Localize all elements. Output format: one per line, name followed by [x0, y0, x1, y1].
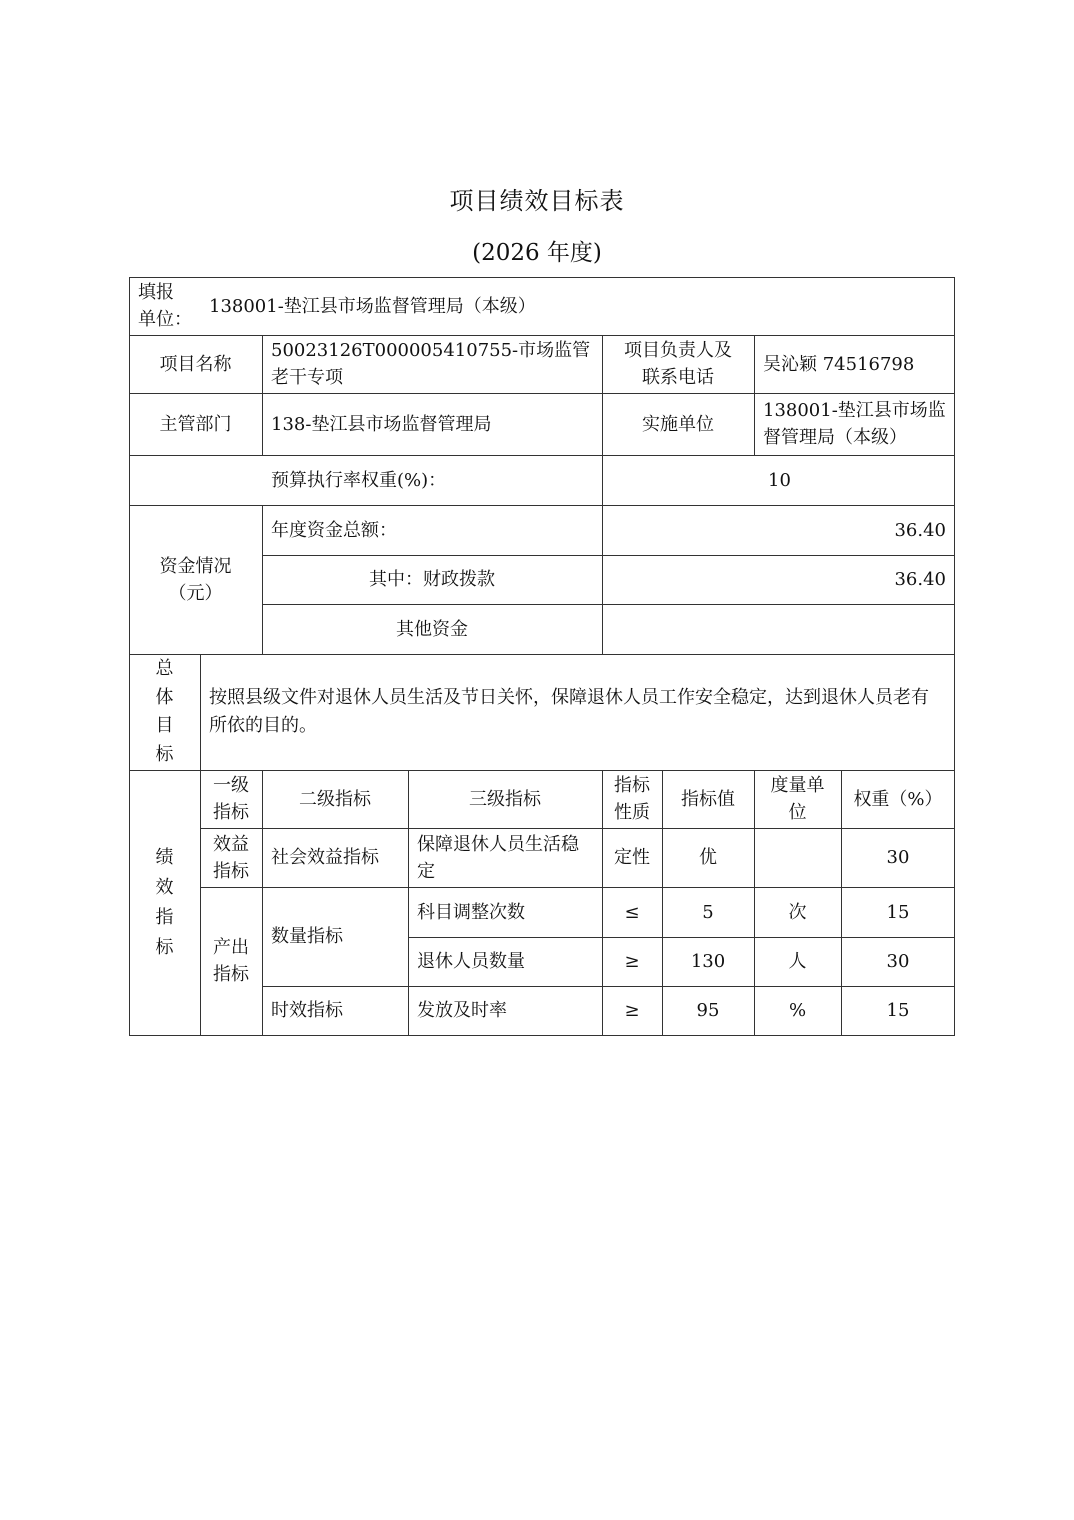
- indicator-name: 发放及时率: [417, 1000, 507, 1021]
- indicators-label: 绩 效 指 标: [155, 846, 174, 958]
- funds-label: 资金情况 （元）: [159, 555, 232, 604]
- funds-fiscal-label: 其中：财政拨款: [369, 569, 495, 590]
- indicator-unit: %: [788, 1000, 807, 1021]
- header-value: 指标值: [681, 788, 735, 810]
- indicator-name: 保障退休人员生活稳定: [417, 833, 579, 882]
- indicator-unit: [754, 828, 841, 887]
- indicator-name: 科目调整次数: [417, 901, 525, 923]
- performance-table: [129, 277, 955, 1036]
- funds-other-value: [602, 604, 955, 654]
- indicator-value: 95: [696, 1000, 720, 1021]
- dept-value: 138-垫江县市场监督管理局: [271, 413, 492, 435]
- header-weight: 权重（%）: [853, 788, 943, 810]
- project-owner-label: 项目负责人及联系电话: [624, 340, 732, 388]
- funds-total-label: 年度资金总额：: [271, 519, 397, 541]
- header-nature: 指标 性质: [614, 775, 650, 823]
- header-unit: 度量单 位: [770, 775, 825, 823]
- dept-label: 主管部门: [159, 413, 232, 435]
- page-subtitle: (2026 年度): [472, 240, 602, 266]
- header-level1: 一级 指标: [213, 775, 249, 823]
- indicator-value: 130: [690, 951, 726, 972]
- indicator-unit: 人: [788, 951, 807, 972]
- impl-label: 实施单位: [642, 413, 714, 435]
- indicator-weight: 15: [886, 1000, 910, 1021]
- goal-text: 按照县级文件对退休人员生活及节日关怀，保障退休人员工作安全稳定，达到退休人员老有所依的目的。: [209, 687, 929, 736]
- indicator-name: 退休人员数量: [417, 951, 525, 972]
- project-name-label: 项目名称: [159, 353, 232, 375]
- indicator-weight: 30: [886, 847, 910, 868]
- indicator-unit: 次: [788, 901, 807, 923]
- budget-rate-value: 10: [768, 469, 791, 491]
- indicator-nature: 定性: [614, 847, 650, 868]
- subgroup-quantity: 数量指标: [271, 926, 343, 947]
- impl-value: 138001-垫江县市场监督管理局（本级）: [763, 400, 946, 448]
- subgroup-social: 社会效益指标: [271, 847, 379, 868]
- project-name-value: 50023126T000005410755-市场监管老干专项: [271, 340, 591, 388]
- indicator-nature: ≥: [624, 1000, 640, 1021]
- funds-fiscal-value: 36.40: [894, 569, 946, 590]
- grid-line: [129, 1035, 955, 1036]
- header-level2: 二级指标: [299, 788, 371, 810]
- indicator-weight: 15: [886, 901, 910, 923]
- header-level3: 三级指标: [469, 788, 541, 810]
- budget-rate-label: 预算执行率权重(%)：: [271, 469, 447, 491]
- group-benefit: 效益 指标: [213, 833, 249, 882]
- indicator-value: 优: [699, 847, 717, 868]
- indicator-weight: 30: [886, 951, 910, 972]
- indicator-nature: ≤: [624, 901, 640, 923]
- subgroup-timeliness: 时效指标: [271, 1000, 343, 1021]
- indicator-value: 5: [702, 901, 714, 923]
- group-output: 产出 指标: [213, 937, 249, 985]
- funds-total-value: 36.40: [894, 519, 946, 541]
- unit-value: 138001-垫江县市场监督管理局（本级）: [209, 295, 536, 317]
- project-owner-value: 吴沁颖 74516798: [763, 353, 915, 375]
- indicator-nature: ≥: [624, 951, 640, 972]
- goal-label: 总 体 目 标: [155, 658, 174, 765]
- page-title: 项目绩效目标表: [449, 187, 625, 215]
- funds-other-label: 其他资金: [396, 618, 468, 640]
- unit-label: 填报 单位：: [138, 282, 192, 330]
